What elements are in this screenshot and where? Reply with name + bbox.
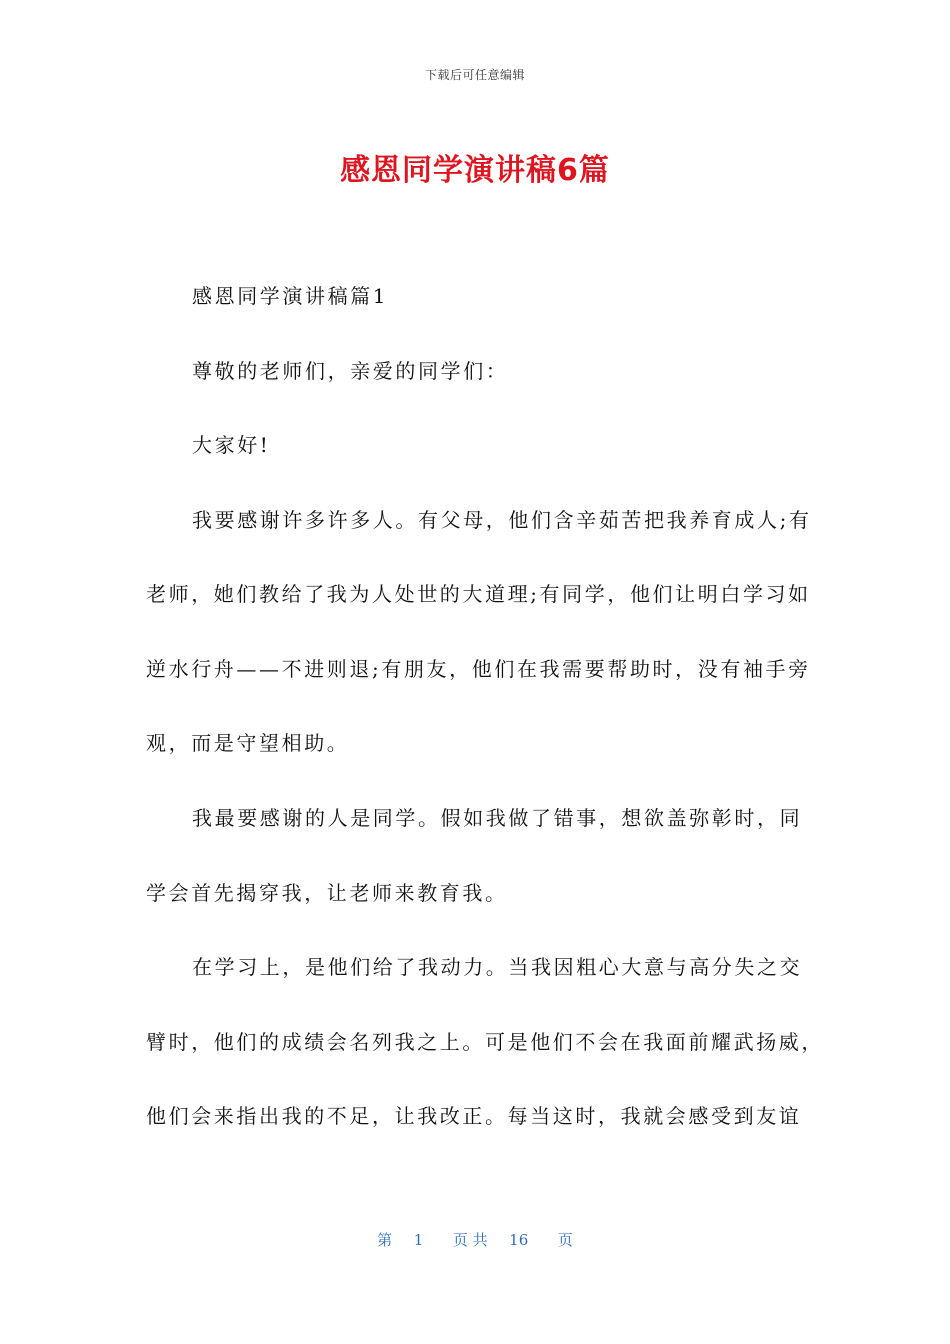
- footer-current-page: 1: [413, 1231, 424, 1249]
- body-line: 臂时，他们的成绩会名列我之上。可是他们不会在我面前耀武扬威，: [146, 1030, 824, 1054]
- body-line: 我要感谢许多许多人。有父母，他们含辛茹苦把我养育成人;有: [192, 508, 812, 532]
- body-line: 学会首先揭穿我，让老师来教育我。: [146, 881, 508, 905]
- footer-suffix: 页: [557, 1231, 573, 1249]
- greeting: 大家好!: [192, 433, 271, 457]
- footer-total-pages: 16: [509, 1231, 529, 1249]
- body-line: 在学习上，是他们给了我动力。当我因粗心大意与高分失之交: [192, 955, 803, 979]
- section-heading: 感恩同学演讲稿篇1: [192, 284, 389, 308]
- page-title: 感恩同学演讲稿6篇: [340, 153, 610, 188]
- page-footer: [0, 1229, 950, 1250]
- body-line: 观，而是守望相助。: [146, 731, 350, 755]
- body-line: 老师，她们教给了我为人处世的大道理;有同学，他们让明白学习如: [146, 582, 811, 606]
- footer-prefix: 第: [377, 1231, 393, 1249]
- body-line: 逆水行舟——不进则退;有朋友，他们在我需要帮助时，没有袖手旁: [146, 657, 811, 681]
- footer-middle: 页 共: [452, 1231, 488, 1249]
- salutation: 尊敬的老师们，亲爱的同学们：: [192, 359, 509, 383]
- body-line: 他们会来指出我的不足，让我改正。每当这时，我就会感受到友谊: [146, 1104, 802, 1128]
- body-line: 我最要感谢的人是同学。假如我做了错事，想欲盖弥彰时，同: [192, 806, 803, 830]
- header-note: 下载后可任意编辑: [424, 68, 525, 82]
